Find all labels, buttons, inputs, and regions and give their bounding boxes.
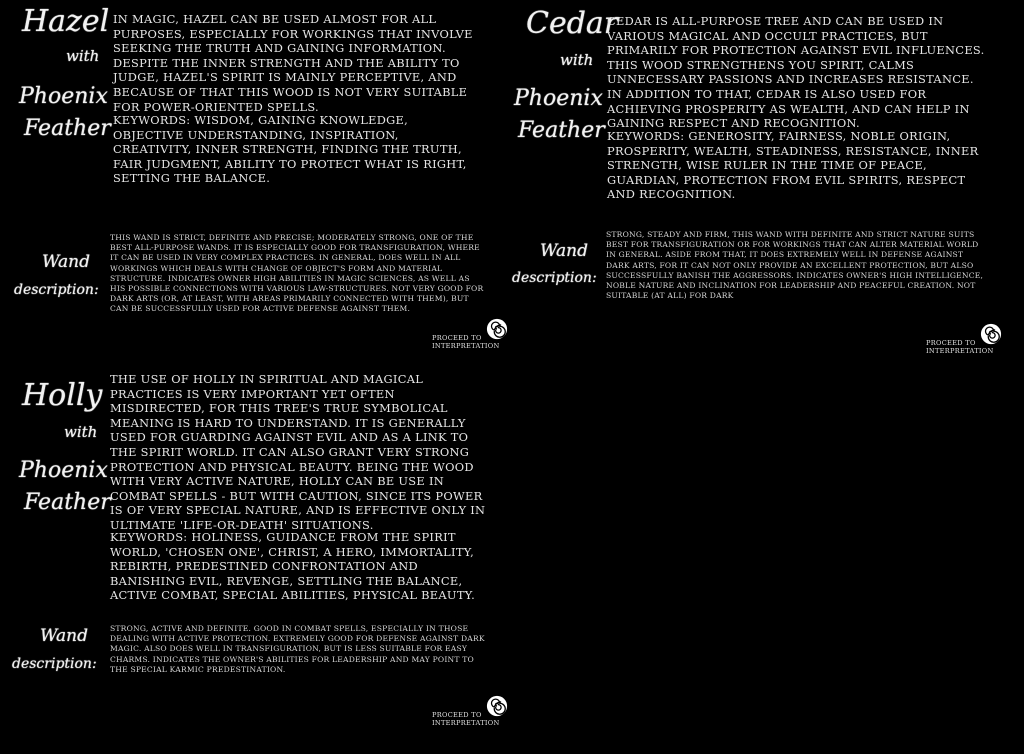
with-label: with <box>66 47 100 65</box>
wood-title: Cedar <box>526 6 619 41</box>
wood-keywords: KEYWORDS: GENEROSITY, FAIRNESS, NOBLE ORIGIN, PROSPERITY, WEALTH, STEADINESS, RESISTANCE, INNER STRENGTH, WISE RULER IN THE TIME OF PEACE, GUARDIAN, PROTECTION FROM EVIL SPIRITS, RESPECT AND RECOGNITION. <box>607 129 979 202</box>
hazel-panel <box>0 0 510 360</box>
description-label: description: <box>512 270 597 286</box>
description-label: description: <box>12 656 97 672</box>
proceed-to-interpretation-link[interactable] <box>428 695 508 735</box>
wand-description: STRONG, STEADY AND FIRM, THIS WAND WITH DEFINITE AND STRICT NATURE SUITS BEST FOR TRANSFIGURATION OR FOR WORKINGS THAT CAN ALTER MATERIAL WORLD IN GENERAL. ASIDE FROM THAT, IT DOES EXTREMELY WELL IN DEFENSE AGAINST DARK ARTS, FOR IT CAN NOT ONLY PROVIDE AN EXCELLENT PROTECTION, BUT ALSO SUCCESSFULLY BANISH THE AGGRESSORS. INDICATES OWNER'S HIGH INTELLIGENCE, NOBLE NATURE AND INCLINATION FOR LEADERSHIP AND PEACEFUL CREATION. NOT SUITABLE (AT ALL) FOR DARK <box>606 230 984 301</box>
wood-description: IN MAGIC, HAZEL CAN BE USED ALMOST FOR ALL PURPOSES, ESPECIALLY FOR WORKINGS THAT INVOLVE SEEKING THE TRUTH AND GAINING INFORMATION. DESPITE THE INNER STRENGTH AND THE ABILITY TO JUDGE, HAZEL'S SPIRIT IS MAINLY PERCEPTIVE, AND BECAUSE OF THAT THIS WOOD IS NOT VERY SUITABLE FOR POWER-ORIENTED SPELLS. <box>113 12 473 114</box>
wood-keywords: KEYWORDS: WISDOM, GAINING KNOWLEDGE, OBJECTIVE UNDERSTANDING, INSPIRATION, CREATIVITY, INNER STRENGTH, FINDING THE TRUTH, FAIR JUDGMENT, ABILITY TO PROTECT WHAT IS RIGHT, SETTING THE BALANCE. <box>113 113 467 186</box>
proceed-label: PROCEED TO INTERPRETATION <box>432 711 500 727</box>
description-label: description: <box>14 282 99 298</box>
wand-description: STRONG, ACTIVE AND DEFINITE. GOOD IN COMBAT SPELLS, ESPECIALLY IN THOSE DEALING WITH ACTIVE PROTECTION. EXTREMELY GOOD FOR DEFENSE AGAINST DARK MAGIC. ALSO DOES WELL IN TRANSFIGURATION, BUT IS LESS SUITABLE FOR EASY CHARMS. INDICATES THE OWNER'S ABILITIES FOR LEADERSHIP AND MAY POINT TO THE SPECIAL KARMIC PREDESTINATION. <box>110 624 485 674</box>
proceed-to-interpretation-link[interactable] <box>922 323 1002 363</box>
proceed-label: PROCEED TO INTERPRETATION <box>432 334 500 350</box>
wand-description: THIS WAND IS STRICT, DEFINITE AND PRECISE; MODERATELY STRONG, ONE OF THE BEST ALL-PURPOSE WANDS. IT IS ESPECIALLY GOOD FOR TRANSFIGURATION, WHERE IT CAN BE USED IN VERY COMPLEX PRACTICES. IN GENERAL, DOES WELL IN ALL WORKINGS WHICH DEALS WITH CHANGE OF OBJECT'S FORM AND MATERIAL STRUCTURE. INDICATES OWNER HIGH ABILITIES IN MAGIC SCIENCES, AS WELL AS HIS POSSIBLE CONNECTIONS WITH VARIOUS LAW-STRUCTURES. NOT VERY GOOD FOR DARK ARTS (OR, AT LEAST, WITH AREAS PRIMARILY CONNECTED WITH THEM), BUT CAN BE SUCCESSFULLY USED FOR ACTIVE DEFENSE AGAINST THEM. <box>110 233 484 314</box>
core-title-line1: Phoenix <box>19 458 108 483</box>
core-title-line1: Phoenix <box>514 86 603 111</box>
wand-label: Wand <box>540 241 588 261</box>
core-title-line1: Phoenix <box>19 84 108 109</box>
wood-description: THE USE OF HOLLY IN SPIRITUAL AND MAGICAL PRACTICES IS VERY IMPORTANT YET OFTEN MISDIRECTED, FOR THIS TREE'S TRUE SYMBOLICAL MEANING IS HARD TO UNDERSTAND. IT IS GENERALLY USED FOR GUARDING AGAINST EVIL AND AS A LINK TO THE SPIRIT WORLD. IT CAN ALSO GRANT VERY STRONG PROTECTION AND PHYSICAL BEAUTY. BEING THE WOOD WITH VERY ACTIVE NATURE, HOLLY CAN BE USE IN COMBAT SPELLS - BUT WITH CAUTION, SINCE ITS POWER IS OF VERY SPECIAL NATURE, AND IS EFFECTIVE ONLY IN ULTIMATE 'LIFE-OR-DEATH' SITUATIONS. <box>110 372 486 532</box>
proceed-label: PROCEED TO INTERPRETATION <box>926 339 994 355</box>
cedar-panel <box>510 0 1024 360</box>
core-title-line2: Feather <box>518 118 605 143</box>
wand-label: Wand <box>40 626 88 646</box>
wood-keywords: KEYWORDS: HOLINESS, GUIDANCE FROM THE SPIRIT WORLD, 'CHOSEN ONE', CHRIST, A HERO, IMMORTALITY, REBIRTH, PREDESTINED CONFRONTATION AND BANISHING EVIL, REVENGE, SETTLING THE BALANCE, ACTIVE COMBAT, SPECIAL ABILITIES, PHYSICAL BEAUTY. <box>110 530 475 603</box>
with-label: with <box>560 51 594 69</box>
core-title-line2: Feather <box>24 116 111 141</box>
wood-description: CEDAR IS ALL-PURPOSE TREE AND CAN BE USED IN VARIOUS MAGICAL AND OCCULT PRACTICES, BUT PRIMARILY FOR PROTECTION AGAINST EVIL INFLUENCES. THIS WOOD STRENGTHENS YOU SPIRIT, CALMS UNNECESSARY PASSIONS AND INCREASES RESISTANCE. IN ADDITION TO THAT, CEDAR IS ALSO USED FOR ACHIEVING PROSPERITY AS WEALTH, AND CAN HELP IN GAINING RESPECT AND RECOGNITION. <box>607 14 985 131</box>
with-label: with <box>64 423 98 441</box>
wood-title: Hazel <box>22 4 110 39</box>
wood-title: Holly <box>22 378 103 413</box>
wand-label: Wand <box>42 252 90 272</box>
core-title-line2: Feather <box>24 490 111 515</box>
proceed-to-interpretation-link[interactable] <box>428 318 508 358</box>
holly-panel <box>0 362 510 754</box>
